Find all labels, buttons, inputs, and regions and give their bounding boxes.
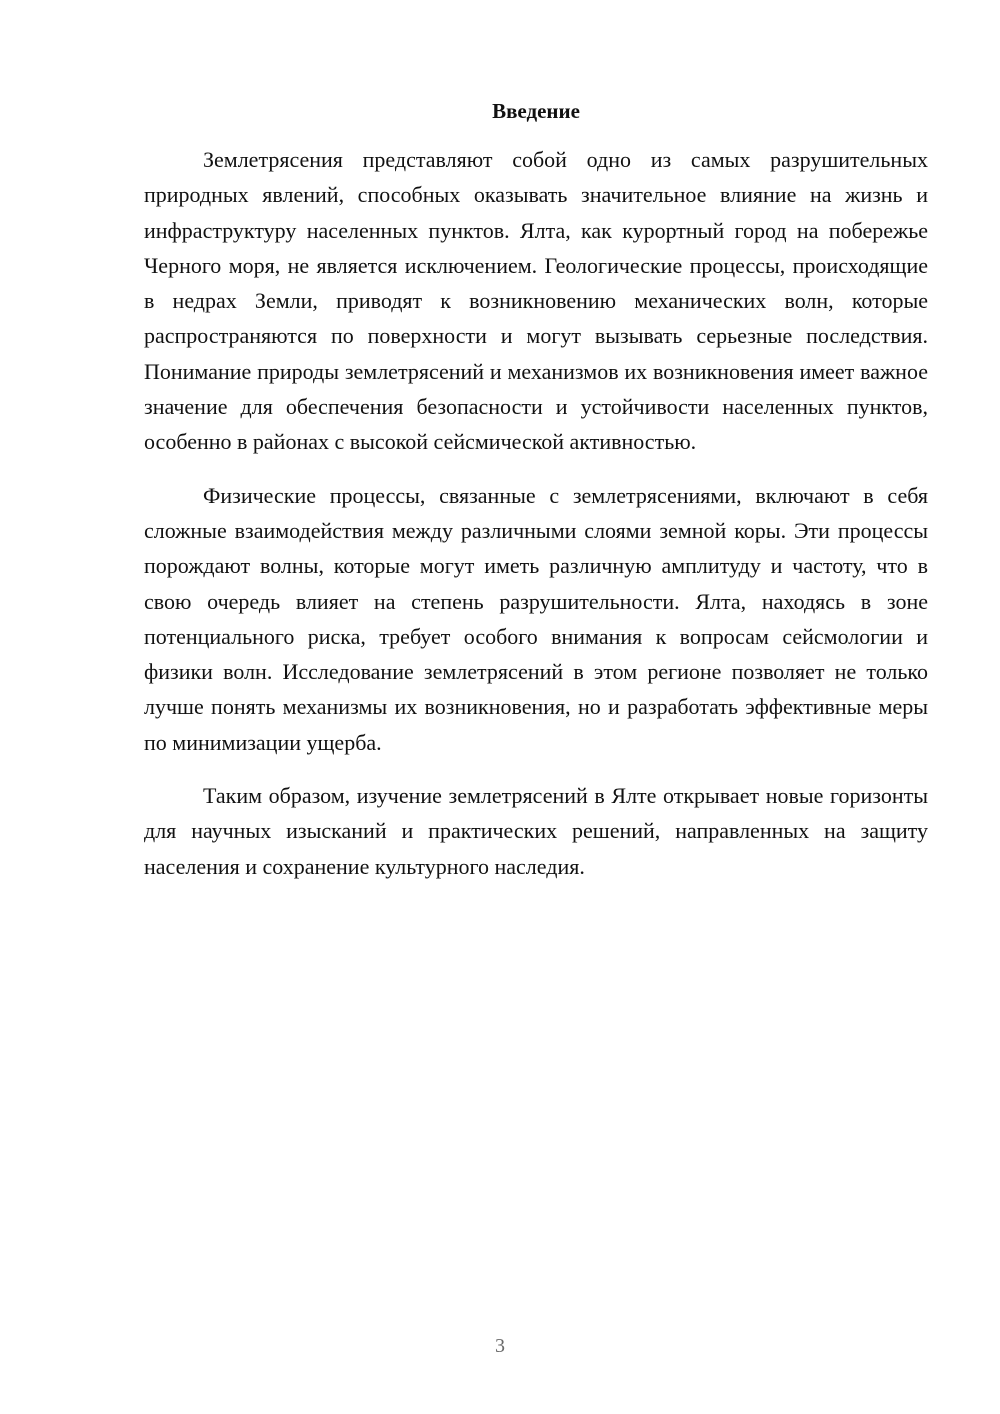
paragraph-2: Физические процессы, связанные с землетрясениями, включают в себя сложные взаимодействия между различными слоями земной коры. Эти процессы порождают волны, которые могут иметь различную амплитуду и частоту, что в свою очередь влияет на степень разрушительности. Ялта, находясь в зоне потенциального риска, требует особого внимания к вопросам сейсмологии и физики волн. Исследование землетрясений в этом регионе позволяет не только лучше понять механизмы их возникновения, но и разработать эффективные меры по минимизации ущерба.	[144, 482, 928, 755]
page-content	[144, 96, 928, 902]
section-heading: Введение	[492, 99, 580, 123]
page-number: 3	[495, 1335, 505, 1357]
paragraph-1: Землетрясения представляют собой одно из самых разрушительных природных явлений, способных оказывать значительное влияние на жизнь и инфраструктуру населенных пунктов. Ялта, как курортный город на побережье Черного моря, не является исключением. Геологические процессы, происходящие в недрах Земли, приводят к возникновению механических волн, которые распространяются по поверхности и могут вызывать серьезные последствия. Понимание природы землетрясений и механизмов их возникновения имеет важное значение для обеспечения безопасности и устойчивости населенных пунктов, особенно в районах с высокой сейсмической активностью.	[144, 147, 928, 455]
paragraph-3: Таким образом, изучение землетрясений в Ялте открывает новые горизонты для научных изысканий и практических решений, направленных на защиту населения и сохранение культурного наследия.	[144, 783, 928, 879]
